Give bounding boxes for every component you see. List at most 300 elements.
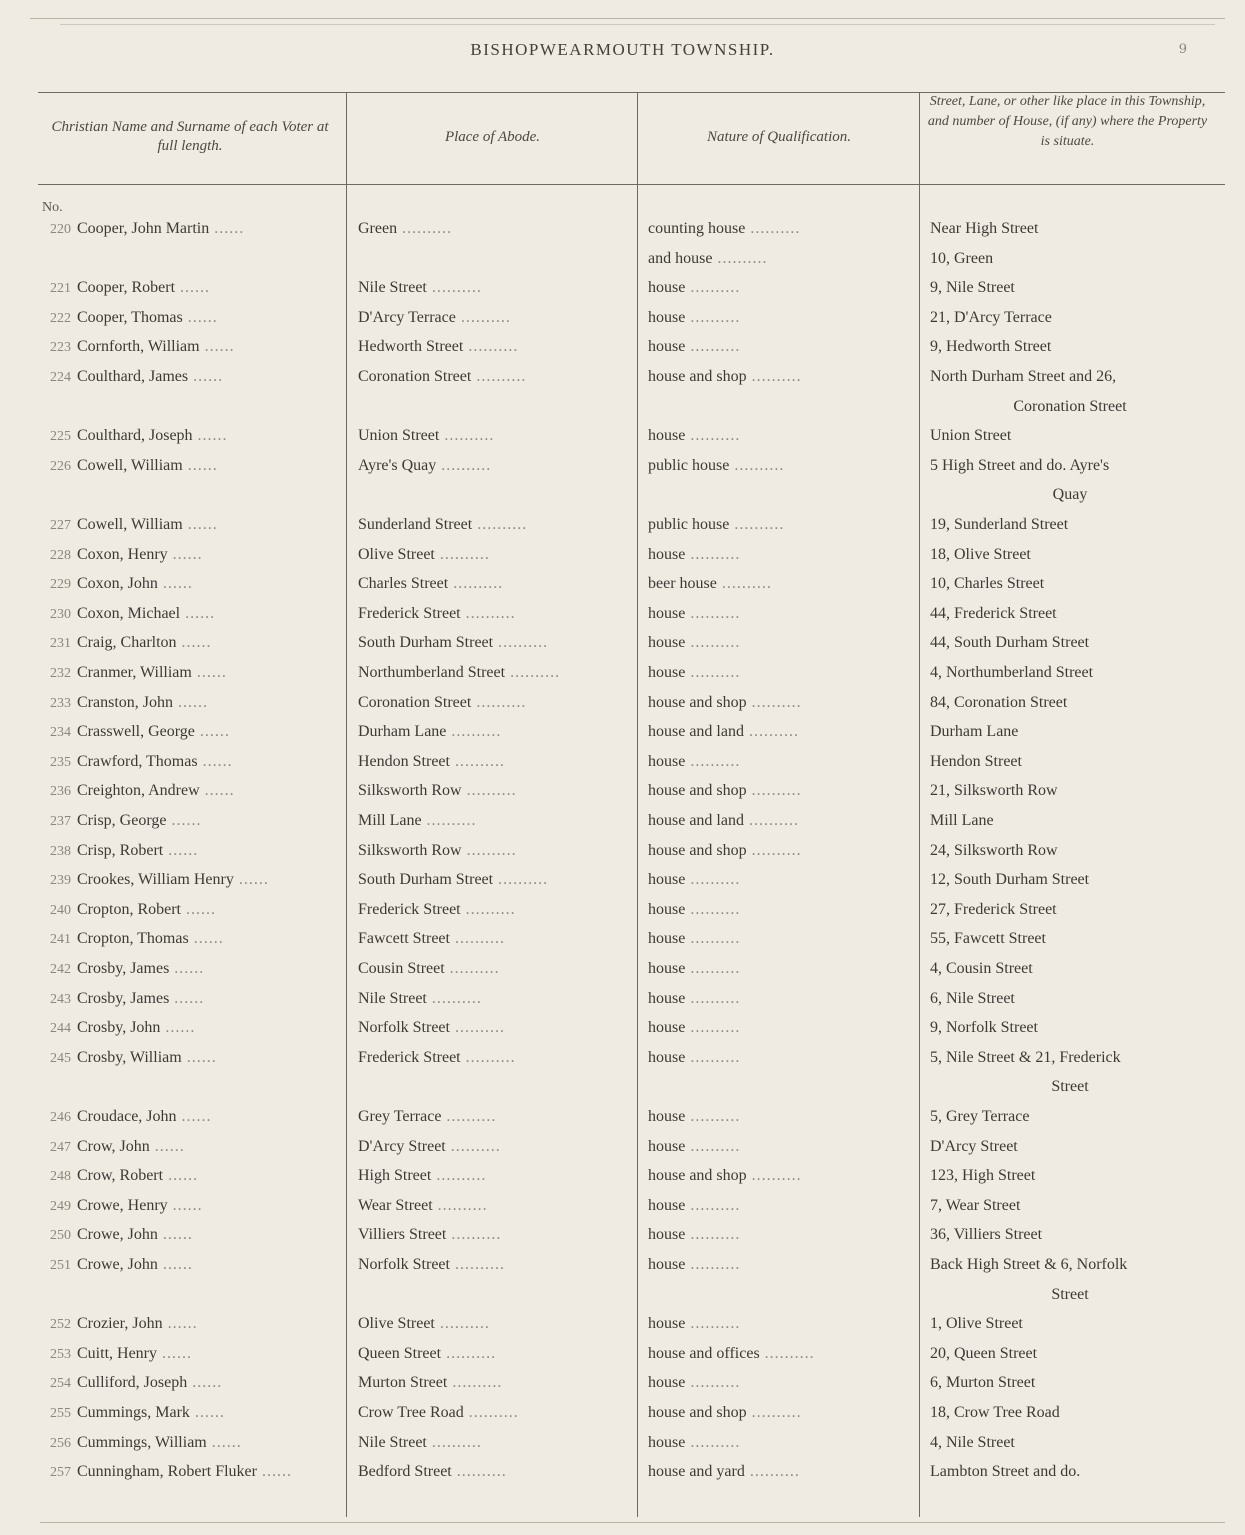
street-cell bbox=[930, 694, 1210, 712]
number-label: No. bbox=[42, 200, 63, 215]
voter-name-cell: 249 Crowe, Henry ...... bbox=[50, 1196, 203, 1214]
voter-name: Crow, Robert bbox=[77, 1167, 164, 1185]
abode: Silksworth Row bbox=[358, 841, 462, 859]
column-header-qualification: Nature of Qualification. bbox=[706, 129, 852, 145]
voter-number: 225 bbox=[50, 429, 71, 445]
qualification-cell: house and shop .......... bbox=[648, 1404, 802, 1421]
voter-number: 229 bbox=[50, 577, 71, 593]
voter-name: Crawford, Thomas bbox=[77, 752, 198, 770]
street-cell bbox=[930, 1374, 1210, 1392]
abode: South Durham Street bbox=[358, 871, 494, 889]
table-row bbox=[0, 546, 1245, 576]
voter-name: Crow, John bbox=[77, 1137, 150, 1155]
qualification: house bbox=[648, 604, 686, 622]
abode-cell: Frederick Street .......... bbox=[358, 604, 516, 622]
abode: Ayre's Quay bbox=[358, 456, 437, 474]
voter-name-cell: 248 Crow, Robert ...... bbox=[50, 1167, 199, 1185]
voter-name: Cooper, John Martin bbox=[77, 220, 210, 237]
voter-name-cell: 246 Croudace, John ...... bbox=[50, 1108, 212, 1125]
voter-name: Cummings, William bbox=[77, 1433, 207, 1451]
voter-name-cell: 252 Crozier, John ...... bbox=[50, 1315, 198, 1333]
abode-cell: Villiers Street .......... bbox=[358, 1226, 502, 1244]
street-cell bbox=[930, 634, 1210, 652]
street-cell bbox=[930, 990, 1210, 1008]
voter-number: 221 bbox=[50, 281, 71, 297]
table-row bbox=[0, 1108, 1245, 1138]
qualification: house bbox=[648, 1374, 686, 1392]
street: 21, D'Arcy Terrace bbox=[930, 308, 1052, 326]
voter-number: 232 bbox=[50, 666, 71, 681]
voter-name-cell: 240 Cropton, Robert ...... bbox=[50, 900, 216, 918]
qualification: house bbox=[648, 1196, 686, 1214]
abode-cell: D'Arcy Terrace .......... bbox=[358, 308, 511, 326]
street: 19, Sunderland Street bbox=[930, 516, 1069, 533]
voter-name: Crosby, James bbox=[77, 960, 170, 977]
abode-cell: Norfolk Street .......... bbox=[358, 1019, 505, 1037]
voter-name: Crasswell, George bbox=[77, 723, 195, 741]
voter-number: 222 bbox=[50, 310, 71, 326]
abode-cell: Northumberland Street .......... bbox=[358, 664, 561, 681]
abode: Sunderland Street bbox=[358, 516, 473, 533]
abode-cell: Frederick Street .......... bbox=[358, 1048, 516, 1066]
abode-cell: Hendon Street .......... bbox=[358, 752, 505, 770]
bottom-rule bbox=[40, 1522, 1225, 1523]
table-row bbox=[0, 930, 1245, 960]
table-row bbox=[0, 1286, 1245, 1316]
voter-name-cell: 245 Crosby, William ...... bbox=[50, 1048, 217, 1066]
street: 6, Murton Street bbox=[930, 1374, 1036, 1392]
voter-number: 233 bbox=[50, 695, 71, 711]
abode: Northumberland Street bbox=[358, 664, 506, 681]
street-cell bbox=[930, 516, 1210, 534]
abode: Wear Street bbox=[358, 1196, 433, 1214]
qualification: counting house bbox=[648, 220, 746, 237]
qualification: house bbox=[648, 752, 686, 770]
abode-cell: Queen Street .......... bbox=[358, 1344, 497, 1362]
table-row bbox=[0, 1167, 1245, 1197]
qualification-cell: house .......... bbox=[648, 1256, 741, 1273]
qualification-cell: house and shop .......... bbox=[648, 368, 802, 385]
street-cell bbox=[930, 1226, 1210, 1244]
voter-name: Crosby, John bbox=[77, 1019, 161, 1037]
voter-name-cell: 226 Cowell, William ...... bbox=[50, 456, 218, 474]
table-row bbox=[0, 427, 1245, 457]
abode: Frederick Street bbox=[358, 900, 461, 918]
voter-name: Cowell, William bbox=[77, 516, 183, 533]
street-cell bbox=[930, 250, 1210, 268]
voter-name-cell: 244 Crosby, John ...... bbox=[50, 1019, 196, 1037]
table-row bbox=[0, 753, 1245, 783]
street: D'Arcy Street bbox=[930, 1137, 1018, 1155]
voter-name-cell: 235 Crawford, Thomas ...... bbox=[50, 752, 233, 770]
abode-cell: Coronation Street .......... bbox=[358, 693, 527, 711]
street: 7, Wear Street bbox=[930, 1196, 1021, 1214]
qualification: house bbox=[648, 871, 686, 889]
voter-number: 237 bbox=[50, 814, 71, 829]
abode-cell: Silksworth Row .......... bbox=[358, 841, 517, 859]
qualification: house and land bbox=[648, 812, 744, 829]
voter-name: Cummings, Mark bbox=[77, 1404, 190, 1421]
qualification: beer house bbox=[648, 575, 717, 593]
street: Street bbox=[1051, 1078, 1089, 1096]
voter-number: 246 bbox=[50, 1110, 71, 1125]
voter-name-cell: 233 Cranston, John ...... bbox=[50, 693, 208, 711]
table-row bbox=[0, 1226, 1245, 1256]
table-row bbox=[0, 398, 1245, 428]
table-row bbox=[0, 664, 1245, 694]
voter-name: Craig, Charlton bbox=[77, 634, 177, 652]
abode: Charles Street bbox=[358, 575, 449, 593]
street-cell bbox=[930, 1197, 1210, 1215]
street: 18, Crow Tree Road bbox=[930, 1404, 1060, 1421]
table-row bbox=[0, 1434, 1245, 1464]
street-cell bbox=[930, 1019, 1210, 1037]
voter-name-cell: 238 Crisp, Robert ...... bbox=[50, 841, 199, 859]
voter-name: Crowe, John bbox=[77, 1226, 158, 1244]
voter-name-cell: 223 Cornforth, William ...... bbox=[50, 338, 235, 356]
voter-number: 230 bbox=[50, 606, 71, 622]
street-cell bbox=[930, 279, 1210, 297]
abode-cell: Wear Street .......... bbox=[358, 1196, 488, 1214]
abode: South Durham Street bbox=[358, 634, 494, 652]
voter-number: 241 bbox=[50, 932, 71, 948]
table-row bbox=[0, 842, 1245, 872]
street-cell bbox=[930, 782, 1210, 800]
column-header-name: Christian Name and Surname of each Voter at full length. bbox=[51, 119, 329, 154]
qualification: house and shop bbox=[648, 782, 747, 800]
abode: Nile Street bbox=[358, 989, 427, 1007]
abode-cell: Ayre's Quay .......... bbox=[358, 456, 492, 474]
abode: Bedford Street bbox=[358, 1463, 452, 1481]
voter-number: 250 bbox=[50, 1228, 71, 1244]
street-cell bbox=[930, 427, 1210, 445]
abode-cell: Nile Street .......... bbox=[358, 989, 482, 1007]
voter-name-cell: 227 Cowell, William ...... bbox=[50, 516, 218, 533]
qualification-cell: house and shop .......... bbox=[648, 1167, 802, 1185]
street-cell bbox=[930, 960, 1210, 978]
abode-cell: Grey Terrace .......... bbox=[358, 1108, 497, 1125]
abode-cell: Coronation Street .......... bbox=[358, 368, 527, 385]
voter-number: 244 bbox=[50, 1021, 71, 1037]
street-cell bbox=[930, 368, 1210, 386]
abode: Frederick Street bbox=[358, 604, 461, 622]
abode: Hendon Street bbox=[358, 752, 450, 770]
voter-name: Creighton, Andrew bbox=[77, 782, 200, 800]
abode: Grey Terrace bbox=[358, 1108, 442, 1125]
table-row bbox=[0, 338, 1245, 368]
table-row bbox=[0, 1374, 1245, 1404]
voter-name-cell: 229 Coxon, John ...... bbox=[50, 575, 193, 593]
table-row bbox=[0, 1463, 1245, 1493]
voter-name: Cunningham, Robert Fluker bbox=[77, 1463, 257, 1481]
street: 21, Silksworth Row bbox=[930, 782, 1058, 800]
street: 5, Grey Terrace bbox=[930, 1108, 1030, 1125]
abode: Silksworth Row bbox=[358, 782, 462, 800]
qualification-cell: house .......... bbox=[648, 930, 741, 948]
voter-name-cell: 234 Crasswell, George ...... bbox=[50, 723, 230, 741]
qualification-cell: house and land .......... bbox=[648, 723, 799, 741]
voter-number: 220 bbox=[50, 222, 71, 237]
street: 84, Coronation Street bbox=[930, 693, 1068, 711]
table-row bbox=[0, 901, 1245, 931]
table-row bbox=[0, 250, 1245, 280]
qualification: house and offices bbox=[648, 1344, 760, 1362]
qualification-cell: house .......... bbox=[648, 338, 741, 356]
abode: Coronation Street bbox=[358, 368, 472, 385]
street-cell bbox=[930, 664, 1210, 682]
table-row bbox=[0, 871, 1245, 901]
abode: Queen Street bbox=[358, 1344, 442, 1362]
qualification: house bbox=[648, 634, 686, 652]
qualification-cell: house .......... bbox=[648, 989, 741, 1007]
street-cell bbox=[930, 842, 1210, 860]
qualification: house bbox=[648, 1048, 686, 1066]
abode: D'Arcy Terrace bbox=[358, 308, 456, 326]
voter-name-cell: 231 Craig, Charlton ...... bbox=[50, 634, 212, 652]
street: Lambton Street and do. bbox=[930, 1463, 1081, 1481]
qualification: house bbox=[648, 989, 686, 1007]
voter-name-cell: 250 Crowe, John ...... bbox=[50, 1226, 193, 1244]
street-cell bbox=[930, 1049, 1210, 1067]
street: 44, Frederick Street bbox=[930, 604, 1057, 622]
abode-cell: Green .......... bbox=[358, 220, 453, 237]
table-row bbox=[0, 605, 1245, 635]
voter-number: 255 bbox=[50, 1406, 71, 1421]
abode: Nile Street bbox=[358, 1433, 427, 1451]
street-cell bbox=[930, 457, 1210, 475]
qualification-cell: and house .......... bbox=[648, 249, 768, 267]
abode-cell: Nile Street .......... bbox=[358, 1433, 482, 1451]
street-cell bbox=[930, 753, 1210, 771]
voter-name: Crosby, James bbox=[77, 989, 170, 1007]
table-row bbox=[0, 960, 1245, 990]
abode-cell: High Street .......... bbox=[358, 1167, 487, 1185]
voter-name-cell: 232 Cranmer, William ...... bbox=[50, 664, 227, 681]
qualification: house and land bbox=[648, 723, 744, 741]
abode-cell: Crow Tree Road .......... bbox=[358, 1404, 519, 1421]
abode: Cousin Street bbox=[358, 960, 445, 977]
street: North Durham Street and 26, bbox=[930, 368, 1117, 385]
street: 10, Green bbox=[930, 249, 994, 267]
street-cell bbox=[930, 1138, 1210, 1156]
street-cell bbox=[930, 723, 1210, 741]
street-cell bbox=[930, 1078, 1210, 1096]
qualification-cell: house .......... bbox=[648, 1433, 741, 1451]
street: 6, Nile Street bbox=[930, 989, 1015, 1007]
street: Coronation Street bbox=[1013, 397, 1127, 415]
street-cell bbox=[930, 1108, 1210, 1126]
voter-number: 247 bbox=[50, 1139, 71, 1155]
street-cell bbox=[930, 901, 1210, 919]
table-row bbox=[0, 723, 1245, 753]
qualification-cell: house and shop .......... bbox=[648, 782, 802, 800]
abode-cell: South Durham Street .......... bbox=[358, 634, 549, 652]
top-rule bbox=[30, 18, 1225, 19]
qualification-cell: house .......... bbox=[648, 545, 741, 563]
voter-name: Cranmer, William bbox=[77, 664, 192, 681]
voter-number: 249 bbox=[50, 1198, 71, 1214]
street-cell bbox=[930, 398, 1210, 416]
table-row bbox=[0, 782, 1245, 812]
abode: Durham Lane bbox=[358, 723, 447, 741]
qualification-cell: house .......... bbox=[648, 308, 741, 326]
street: 5, Nile Street & 21, Frederick bbox=[930, 1048, 1121, 1066]
voter-number: 228 bbox=[50, 547, 71, 563]
street: 4, Northumberland Street bbox=[930, 664, 1094, 681]
table-row bbox=[0, 516, 1245, 546]
qualification-cell: public house .......... bbox=[648, 456, 785, 474]
voter-name: Cooper, Thomas bbox=[77, 308, 183, 326]
street: Back High Street & 6, Norfolk bbox=[930, 1256, 1128, 1273]
voter-number: 256 bbox=[50, 1435, 71, 1451]
voter-name-cell: 224 Coulthard, James ...... bbox=[50, 368, 224, 385]
top-rule-secondary bbox=[60, 24, 1215, 25]
page-number: 9 bbox=[1178, 42, 1187, 57]
abode-cell: Olive Street .......... bbox=[358, 1315, 490, 1333]
table-row bbox=[0, 220, 1245, 250]
street-cell bbox=[930, 486, 1210, 504]
voter-number: 252 bbox=[50, 1317, 71, 1333]
qualification-cell: house and land .......... bbox=[648, 812, 799, 829]
abode: Norfolk Street bbox=[358, 1256, 450, 1273]
voter-name: Coulthard, Joseph bbox=[77, 427, 193, 445]
street: 1, Olive Street bbox=[930, 1315, 1023, 1333]
qualification-cell: house .......... bbox=[648, 427, 741, 445]
voter-name: Crozier, John bbox=[77, 1315, 163, 1333]
qualification-cell: house .......... bbox=[648, 900, 741, 918]
voter-name: Cranston, John bbox=[77, 693, 173, 711]
header-bottom-rule bbox=[38, 184, 1225, 185]
abode-cell: Durham Lane .......... bbox=[358, 723, 502, 741]
street-cell bbox=[930, 1315, 1210, 1333]
voter-name: Cuitt, Henry bbox=[77, 1344, 157, 1362]
column-header-street: Street, Lane, or other like place in this Township, and number of House, (if any) where the Property is situate. bbox=[927, 94, 1208, 149]
abode-cell: Hedworth Street .......... bbox=[358, 338, 519, 356]
qualification-cell: house .......... bbox=[648, 1137, 741, 1155]
voter-name-cell: 247 Crow, John ...... bbox=[50, 1137, 185, 1155]
abode-cell: Charles Street .......... bbox=[358, 575, 504, 593]
voter-name-cell: 257 Cunningham, Robert Fluker ...... bbox=[50, 1463, 292, 1481]
abode-cell: Norfolk Street .......... bbox=[358, 1256, 505, 1273]
voter-number: 239 bbox=[50, 873, 71, 889]
street: Union Street bbox=[930, 427, 1012, 445]
qualification: house and shop bbox=[648, 693, 747, 711]
voter-name: Cropton, Robert bbox=[77, 900, 181, 918]
qualification: house bbox=[648, 900, 686, 918]
table-row bbox=[0, 1019, 1245, 1049]
voter-name: Croudace, John bbox=[77, 1108, 177, 1125]
street-cell bbox=[930, 1286, 1210, 1304]
street-cell bbox=[930, 871, 1210, 889]
voter-name: Coxon, Henry bbox=[77, 545, 168, 563]
voter-number: 234 bbox=[50, 725, 71, 741]
street-cell bbox=[930, 812, 1210, 830]
qualification: house and yard bbox=[648, 1463, 745, 1481]
qualification: house bbox=[648, 1315, 686, 1333]
abode: Green bbox=[358, 220, 398, 237]
abode: Frederick Street bbox=[358, 1048, 461, 1066]
abode-cell: Bedford Street .......... bbox=[358, 1463, 507, 1481]
street-cell bbox=[930, 546, 1210, 564]
voter-name: Cooper, Robert bbox=[77, 279, 176, 297]
table-row bbox=[0, 1315, 1245, 1345]
voter-name-cell: 230 Coxon, Michael ...... bbox=[50, 604, 216, 622]
qualification: house bbox=[648, 664, 686, 681]
voter-name: Coxon, John bbox=[77, 575, 158, 593]
street: 9, Norfolk Street bbox=[930, 1019, 1038, 1037]
abode-cell: Fawcett Street .......... bbox=[358, 930, 505, 948]
qualification: and house bbox=[648, 249, 713, 267]
voter-name-cell: 256 Cummings, William ...... bbox=[50, 1433, 242, 1451]
table-row bbox=[0, 575, 1245, 605]
qualification: house bbox=[648, 1108, 686, 1125]
voter-name-cell: 253 Cuitt, Henry ...... bbox=[50, 1344, 192, 1362]
voter-number: 235 bbox=[50, 754, 71, 770]
street: 12, South Durham Street bbox=[930, 871, 1090, 889]
table-row bbox=[0, 812, 1245, 842]
qualification: house bbox=[648, 279, 686, 297]
voter-number: 224 bbox=[50, 370, 71, 385]
table-row bbox=[0, 309, 1245, 339]
voter-number: 254 bbox=[50, 1376, 71, 1392]
street: 27, Frederick Street bbox=[930, 900, 1057, 918]
qualification-cell: house .......... bbox=[648, 1048, 741, 1066]
abode: Union Street bbox=[358, 427, 440, 445]
voter-number: 243 bbox=[50, 991, 71, 1007]
voter-name: Coxon, Michael bbox=[77, 604, 181, 622]
qualification-cell: beer house .......... bbox=[648, 575, 772, 593]
table-row bbox=[0, 1197, 1245, 1227]
street-cell bbox=[930, 1404, 1210, 1422]
abode-cell: Nile Street .......... bbox=[358, 279, 482, 297]
abode-cell: Cousin Street .......... bbox=[358, 960, 500, 977]
voter-name-cell: 254 Culliford, Joseph ...... bbox=[50, 1374, 223, 1392]
street-cell bbox=[930, 1256, 1210, 1274]
voter-name-cell: 228 Coxon, Henry ...... bbox=[50, 545, 203, 563]
street: 4, Cousin Street bbox=[930, 960, 1033, 977]
qualification: public house bbox=[648, 456, 730, 474]
street: Mill Lane bbox=[930, 812, 994, 829]
qualification: house bbox=[648, 1256, 686, 1273]
qualification: house bbox=[648, 1433, 686, 1451]
street-cell bbox=[930, 338, 1210, 356]
street-cell bbox=[930, 575, 1210, 593]
voter-number: 242 bbox=[50, 962, 71, 977]
voter-name-cell: 239 Crookes, William Henry ...... bbox=[50, 871, 269, 889]
voter-name-cell: 241 Cropton, Thomas ...... bbox=[50, 930, 224, 948]
street: 5 High Street and do. Ayre's bbox=[930, 456, 1110, 474]
abode-cell: D'Arcy Street .......... bbox=[358, 1137, 501, 1155]
qualification: house and shop bbox=[648, 1167, 747, 1185]
voter-name: Cowell, William bbox=[77, 456, 183, 474]
voter-name: Crookes, William Henry bbox=[77, 871, 234, 889]
voter-name-cell: 225 Coulthard, Joseph ...... bbox=[50, 427, 228, 445]
abode-cell: Mill Lane .......... bbox=[358, 812, 477, 829]
abode-cell: Silksworth Row .......... bbox=[358, 782, 517, 800]
abode-cell: Frederick Street .......... bbox=[358, 900, 516, 918]
street-cell bbox=[930, 930, 1210, 948]
abode-cell: Murton Street .......... bbox=[358, 1374, 503, 1392]
abode: Norfolk Street bbox=[358, 1019, 450, 1037]
table-row bbox=[0, 457, 1245, 487]
voter-name: Cropton, Thomas bbox=[77, 930, 189, 948]
table-row bbox=[0, 368, 1245, 398]
abode: Olive Street bbox=[358, 1315, 435, 1333]
qualification: house and shop bbox=[648, 368, 747, 385]
abode: Hedworth Street bbox=[358, 338, 464, 356]
street: 24, Silksworth Row bbox=[930, 841, 1058, 859]
street: 55, Fawcett Street bbox=[930, 930, 1046, 948]
